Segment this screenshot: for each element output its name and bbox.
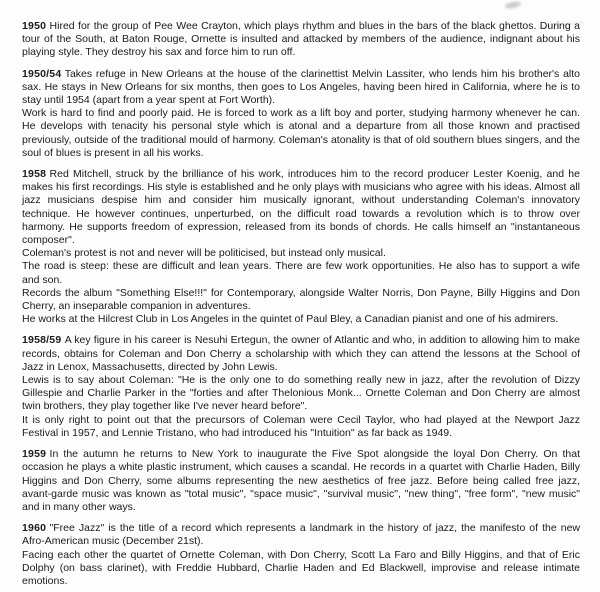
- paragraph-text: Hired for the group of Pee Wee Crayton, which plays rhythm and blues in the bars of the black ghettos. During a tour of the South, at Baton Rouge, Ornette is insulted and attacked by members of the audience, indignant about his playing style. They destroy his sax and force him to run off.: [22, 20, 580, 59]
- paragraph: [22, 68, 580, 108]
- entry-1950: [22, 20, 580, 60]
- paragraph: [22, 448, 580, 514]
- entry-1960: [22, 522, 580, 588]
- year-label: 1960: [22, 522, 47, 535]
- paragraph-text: The road is steep: these are difficult and lean years. There are few work opportunities. He also has to support a wife and son.: [22, 260, 580, 286]
- paragraph: [22, 287, 580, 313]
- paragraph: [22, 549, 580, 589]
- year-label: 1950: [22, 20, 47, 32]
- paragraph-text: Facing each other the quartet of Ornette Coleman, with Don Cherry, Scott La Faro and Billy Higgins, and that of Eric Dolphy (on bass clarinet), with Freddie Hubbard, Charlie Haden and Ed Blackwell, improvise and release intimate emotions.: [22, 548, 580, 587]
- scan-smudge-artifact: [505, 0, 522, 9]
- paragraph: [22, 374, 580, 414]
- year-label: 1958: [22, 168, 47, 181]
- year-label: 1959: [22, 448, 47, 461]
- year-label: 1950/54: [22, 67, 62, 80]
- entry-1950-54: [22, 68, 580, 160]
- paragraph: [22, 168, 580, 247]
- paragraph-text: "Free Jazz" is the title of a record which represents a landmark in the history of jazz, the manifesto of the new Afro-American music (December 21st).: [22, 522, 580, 548]
- year-label: 1958/59: [22, 334, 62, 347]
- paragraph-text: Records the album "Something Else!!!" for Contemporary, alongside Walter Norris, Don Payne, Billy Higgins and Don Cherry, an inseparable companion in adventures.: [22, 286, 580, 313]
- paragraph-text: Red Mitchell, struck by the brilliance of his work, introduces him to the record producer Lester Koenig, and he makes his first recordings. His style is established and he only plays with musicians who agree with his ideas. Almost all jazz musicians despise him and consider him musically ignorant, without understanding Coleman's innovatory technique. He however continues, unperturbed, on the difficult road towards a revolution which is to throw over harmony. He supports freedom of expression, released from its bonds of chords. He calls himself an "instantaneous composer".: [22, 168, 580, 247]
- entry-1958: [22, 168, 580, 326]
- document-page: [22, 20, 580, 588]
- paragraph: [22, 313, 580, 326]
- paragraph: [22, 20, 580, 60]
- paragraph: [22, 334, 580, 374]
- entry-1958-59: [22, 334, 580, 440]
- paragraph-text: Coleman's protest is not and never will be politicised, but instead only musical.: [22, 247, 386, 260]
- paragraph-text: In the autumn he returns to New York to inaugurate the Five Spot alongside the loyal Don Cherry. On that occasion he plays a white plastic instrument, which causes a scandal. He records in a quartet with Charlie Haden, Billy Higgins and Don Cherry, some albums representing the new aesthetics of free jazz. Before being called free jazz, avant-garde music was known as "total music", "space music", "survival music", "new thing", "free form", "new music" and in many other ways.: [22, 448, 580, 513]
- paragraph: [22, 247, 580, 260]
- paragraph-text: Work is hard to find and poorly paid. He is forced to work as a lift boy and porter, studying harmony whenever he can. He develops with tenacity his personal style which is atonal and a departure from all those known and practised previously, outside of the traditional mould of harmony. Coleman's atonality is that of old southern blues singers, and the soul of blues is present in all his works.: [22, 107, 580, 159]
- paragraph-text: He works at the Hilcrest Club in Los Angeles in the quintet of Paul Bley, a Canadian pianist and one of his admirers.: [22, 313, 559, 326]
- paragraph-text: A key figure in his career is Nesuhi Ertegun, the owner of Atlantic and who, in addition to allowing him to make records, obtains for Coleman and Don Cherry a scholarship with which they can attend the lessons at the School of Jazz in Lenox, Massachusetts, directed by John Lewis.: [22, 334, 580, 373]
- paragraph: [22, 260, 580, 286]
- entry-1959: [22, 448, 580, 514]
- paragraph-text: It is only right to point out that the precursors of Coleman were Cecil Taylor, who had played at the Newport Jazz Festival in 1957, and Lennie Tristano, who had introduced his "Intuition" as far back as 1949.: [22, 413, 580, 439]
- paragraph: [22, 522, 580, 548]
- paragraph: [22, 107, 580, 160]
- paragraph-text: Takes refuge in New Orleans at the house of the clarinettist Melvin Lassiter, who lends him his brother's alto sax. He stays in New Orleans for six months, then goes to Los Angeles, having been hired in California, where he is to stay until 1954 (apart from a year spent at Fort Worth).: [22, 67, 580, 107]
- paragraph: [22, 414, 580, 440]
- paragraph-text: Lewis is to say about Coleman: "He is the only one to do something really new in jazz, after the revolution of Dizzy Gillespie and Charlie Parker in the "forties and after Thelonious Monk... Ornette Coleman and Don Cherry are almost twin brothers, they play together like I've never heard before".: [22, 374, 580, 413]
